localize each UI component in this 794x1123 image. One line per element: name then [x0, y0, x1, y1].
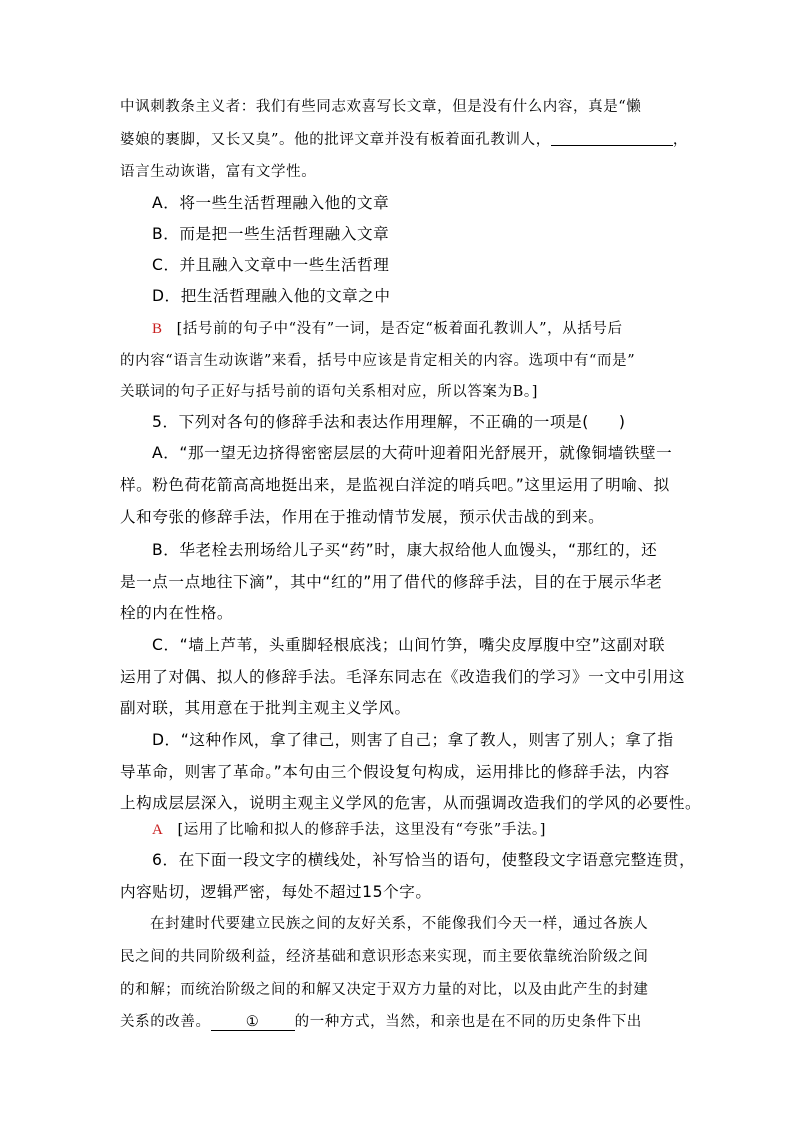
- passage-text: 婆娘的裹脚，又长又臭”。他的批评文章并没有板着面孔教训人，: [120, 132, 551, 148]
- q5-answer: A: [152, 822, 164, 838]
- q5-stem-text: 5．下列对各句的修辞手法和表达作用理解，不正确的一项是(: [152, 413, 589, 431]
- q4-option-a: A．将一些生活哲理融入他的文章: [152, 194, 390, 212]
- q4-explain-text: [括号前的句子中“没有”一词，是否定“板着面孔教训人”，从括号后: [176, 321, 623, 337]
- q6-passage-text: 的一种方式，当然，和亲也是在不同的历史条件下出: [294, 1014, 642, 1030]
- q5-option-d-line: 上构成层层深入，说明主观主义学风的危害，从而强调改造我们的学风的必要性。: [120, 794, 702, 812]
- q4-explanation: [152, 317, 623, 338]
- q5-option-c-line: 运用了对偶、拟人的修辞手法。毛泽东同志在《改造我们的学习》一文中引用这: [120, 668, 686, 686]
- q6-passage-line: 民之间的共同阶级利益，经济基础和意识形态来实现，而主要依靠统治阶级之间: [120, 949, 649, 965]
- answer-blank: [551, 131, 673, 146]
- q5-stem-end: ): [618, 413, 626, 431]
- q4-option-b: B．而是把一些生活哲理融入文章: [152, 225, 390, 243]
- q5-option-d-line: 导革命，则害了革命。”本句由三个假设复句构成，运用排比的修辞手法，内容: [120, 763, 670, 781]
- q5-option-b-line: 栓的内在性格。: [120, 604, 234, 622]
- q5-option-b-line: B．华老栓去刑场给儿子买“药”时，康大叔给他人血馒头，“那红的，还: [152, 541, 658, 559]
- q4-explain-line: 的内容“语言生动诙谐”来看，括号中应该是肯定相关的内容。选项中有“而是”: [120, 353, 636, 369]
- q5-option-a-line: A．“那一望无边挤得密密层层的大荷叶迎着阳光舒展开，就像铜墙铁壁一: [152, 444, 673, 462]
- q6-passage-line: 的和解；而统治阶级之间的和解又决定于双方力量的对比，以及由此产生的封建: [120, 982, 649, 998]
- q5-option-b-line: 是一点一点地往下滴”，其中“红的”用了借代的修辞手法，目的在于展示华老: [120, 573, 663, 591]
- q5-option-a-line: 人和夸张的修辞手法，作用在于推动情节发展，预示伏击战的到来。: [120, 508, 605, 526]
- q5-explain-text: [运用了比喻和拟人的修辞手法，这里没有“夸张”手法。]: [177, 822, 547, 838]
- q6-passage-line: [120, 1010, 642, 1031]
- q5-explanation: [152, 818, 546, 839]
- q6-passage-text: 关系的改善。: [120, 1014, 211, 1030]
- passage-line: [120, 128, 688, 149]
- q5-stem: [152, 410, 625, 432]
- q5-option-c-line: C．“墙上芦苇，头重脚轻根底浅；山间竹笋，嘴尖皮厚腹中空”这副对联: [152, 636, 666, 654]
- q5-option-c-line: 副对联，其用意在于批判主观主义学风。: [120, 699, 411, 717]
- q5-option-d-line: D．“这种作风，拿了律己，则害了自己；拿了教人，则害了别人；拿了指: [152, 731, 674, 749]
- q4-answer: B: [152, 321, 163, 337]
- passage-line: 语言生动诙谐，富有文学性。: [120, 164, 317, 180]
- q6-stem-line: 内容贴切，逻辑严密，每处不超过15个字。: [120, 883, 432, 901]
- q4-option-c: C．并且融入文章中一些生活哲理: [152, 256, 390, 274]
- q5-option-a-line: 样。粉色荷花箭高高地挺出来，是监视白洋淀的哨兵吧。”这里运用了明喻、拟: [120, 476, 670, 494]
- q4-option-d: D．把生活哲理融入他的文章之中: [152, 287, 391, 305]
- q6-blank-1: ①: [211, 1014, 295, 1031]
- passage-punct: ，: [672, 132, 688, 148]
- q4-explain-line: 关联词的句子正好与括号前的语句关系相对应，所以答案为B。]: [120, 384, 538, 400]
- passage-line: 中讽刺教条主义者：我们有些同志欢喜写长文章，但是没有什么内容，真是“懒: [120, 99, 642, 115]
- q6-stem-line: 6．在下面一段文字的横线处，补写恰当的语句，使整段文字语意完整连贯，: [152, 851, 696, 869]
- q6-passage-line: 在封建时代要建立民族之间的友好关系，不能像我们今天一样，通过各族人: [150, 916, 649, 932]
